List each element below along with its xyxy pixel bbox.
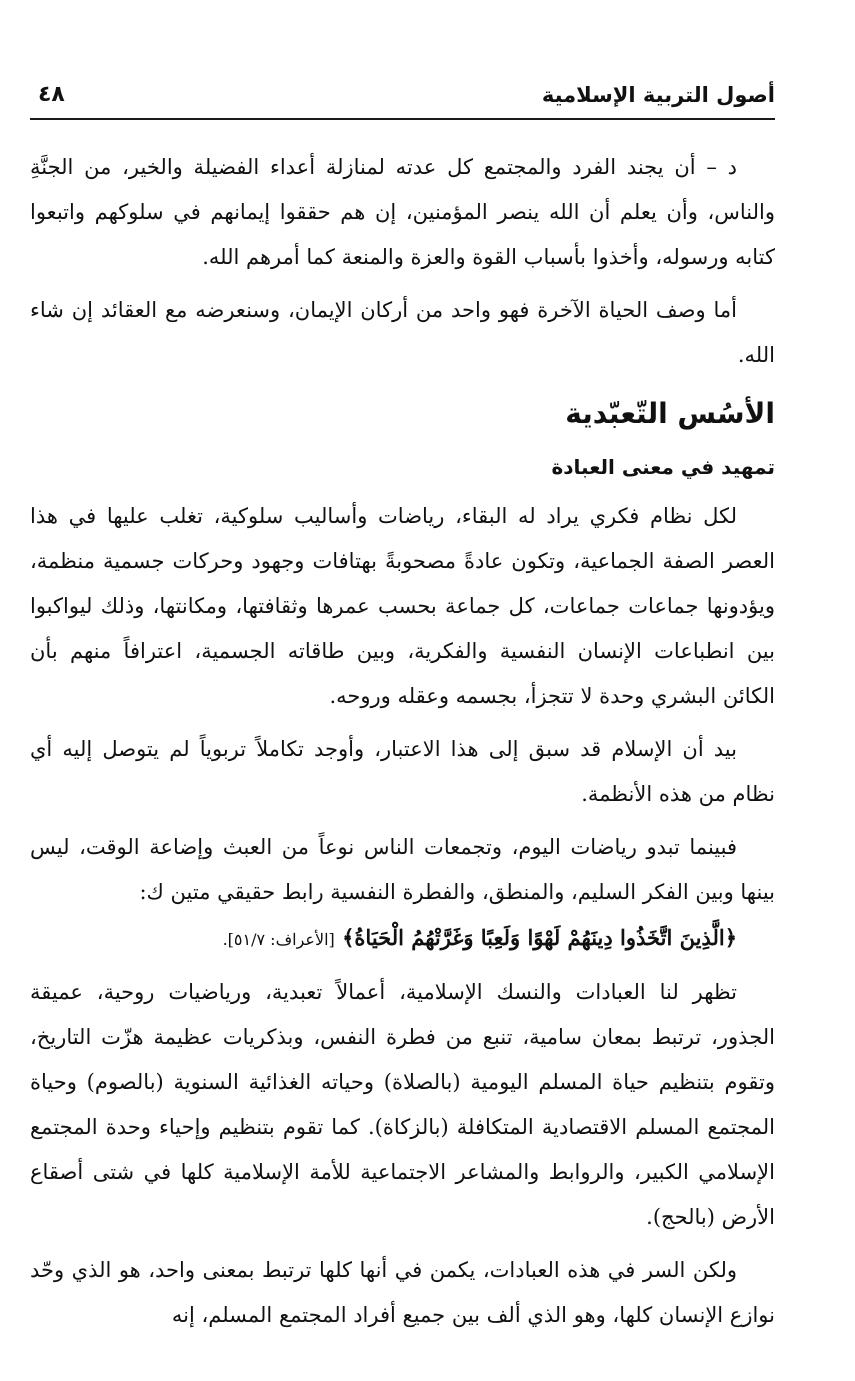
section-heading: الأسُس التّعبّدية <box>565 397 775 430</box>
running-header <box>30 78 775 120</box>
paragraph-3: لكل نظام فكري يراد له البقاء، رياضات وأساليب سلوكية، تغلب عليها في هذا العصر الصفة الجماعية، وتكون عادةً مصحوبةً بهتافات وجهود وحركات جسمية منظمة، ويؤدونها جماعات جماعات، كل جماعة بحسب عمرها وثقافتها، ومكانتها، وذلك ليواكبوا بين انطباعات الإنسان النفسية والفكرية، وبين طاقاته الجسمية، اعترافاً منهم بأن الكائن البشري وحدة لا تتجزأ، بجسمه وعقله وروحه. <box>30 504 775 708</box>
quran-verse <box>30 915 775 962</box>
paragraph-2: أما وصف الحياة الآخرة فهو واحد من أركان الإيمان، وسنعرضه مع العقائد إن شاء الله. <box>30 298 775 367</box>
book-title: أصول التربية الإسلامية <box>541 83 775 107</box>
paragraph-4: بيد أن الإسلام قد سبق إلى هذا الاعتبار، وأوجد تكاملاً تربوياً لم يتوصل إليه أي نظام من هذه الأنظمة. <box>30 737 775 806</box>
page-number: ٤٨ <box>38 82 65 107</box>
paragraph-1: د – أن يجند الفرد والمجتمع كل عدته لمنازلة أعداء الفضيلة والخير، من الجنَّةِ والناس، وأن يعلم أن الله ينصر المؤمنين، إن هم حققوا إيمانهم في سلوكهم واتبعوا كتابه ورسوله، وأخذوا بأسباب القوة والعزة والمنعة كما أمرهم الله. <box>30 155 775 269</box>
paragraph-5 <box>30 825 775 962</box>
quran-reference: [الأعراف: ٥١/٧]. <box>222 930 335 949</box>
paragraph-7: ولكن السر في هذه العبادات، يكمن في أنها كلها ترتبط بمعنى واحد، هو الذي وحّد نوازع الإنسان كلها، وهو الذي ألف بين جميع أفراد المجتمع المسلم، إنه <box>30 1258 775 1327</box>
subsection-heading: تمهيد في معنى العبادة <box>551 455 775 479</box>
paragraph-6: تظهر لنا العبادات والنسك الإسلامية، أعمالاً تعبدية، ورياضيات روحية، عميقة الجذور، ترتبط بمعان سامية، تنبع من فطرة النفس، وبذكريات عظيمة هزّت التاريخ، وتقوم بتنظيم حياة المسلم اليومية (بالصلاة) وحياته الغذائية السنوية (بالصوم) وحياة المجتمع المسلم الاقتصادية المتكافلة (بالزكاة). كما تقوم بتنظيم وإحياء وحدة المجتمع الإسلامي الكبير، والروابط والمشاعر الاجتماعية للأمة الإسلامية كلها في شتى أصقاع الأرض (بالحج). <box>30 980 775 1229</box>
page-body <box>30 145 775 1346</box>
quran-verse-text: ﴿الَّذِينَ اتَّخَذُوا دِينَهُمْ لَهْوًا وَلَعِبًا وَغَرَّتْهُمُ الْحَيَاةُ﴾ <box>342 925 737 950</box>
paragraph-5-text: فبينما تبدو رياضات اليوم، وتجمعات الناس نوعاً من العبث وإضاعة الوقت، ليس بينها وبين الفكر السليم، والمنطق، والفطرة النفسية رابط حقيقي متين ك: <box>30 835 775 904</box>
